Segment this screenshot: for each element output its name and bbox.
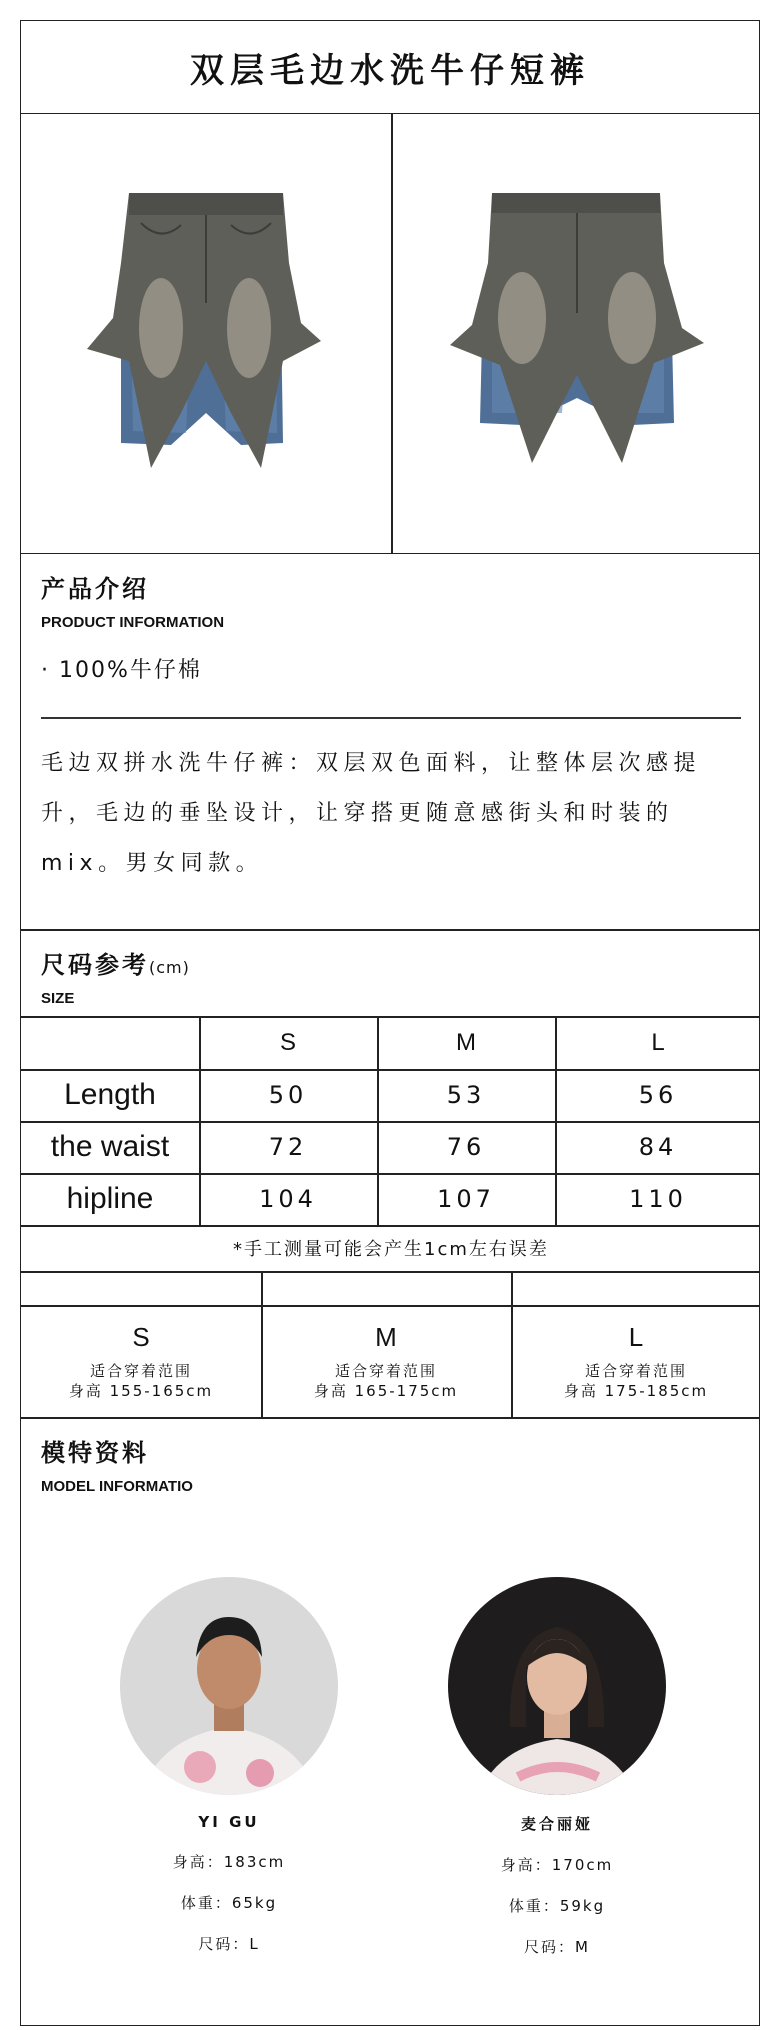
size-title-en: SIZE [41,990,75,1007]
product-photos [21,113,759,554]
table-cell: 84 [638,1133,678,1161]
product-description: 毛边双拼水洗牛仔裤：双层双色面料，让整体层次感提升，毛边的垂坠设计，让穿搭更随意感街头和时装的mix。男女同款。 [41,751,702,876]
model-info-heading [41,1433,193,1495]
size-heading [41,945,190,1007]
fit-height-range: 身高 165-175cm [313,1381,459,1400]
model-weight: 体重：65kg [180,1894,278,1912]
fit-height-range: 身高 155-165cm [68,1381,214,1400]
table-cell: 107 [437,1185,495,1213]
size-unit: (cm) [149,958,190,977]
table-cell: 76 [446,1133,486,1161]
fit-size-label: S [132,1321,150,1352]
product-info-title-en: PRODUCT INFORMATION [41,614,225,631]
table-cell: 110 [629,1185,687,1213]
model-title-cn: 模特资料 [41,1439,149,1467]
fit-size-label: L [628,1321,644,1352]
fit-size-label: M [375,1321,397,1352]
table-cell: 50 [268,1081,308,1109]
product-info-title-cn: 产品介绍 [41,575,149,603]
model-title-en: MODEL INFORMATIO [41,1478,193,1495]
model-size: 尺码：M [524,1938,590,1956]
section-border [21,929,759,931]
model-name: 麦合丽娅 [520,1815,593,1833]
fit-caption: 适合穿着范围 [584,1361,687,1380]
size-col-l: L [651,1028,665,1056]
model-height: 身高：170cm [500,1856,614,1874]
size-col-s: S [279,1028,296,1056]
model-size: 尺码：L [198,1935,260,1953]
row-label-length: Length [64,1078,156,1111]
model-weight: 体重：59kg [508,1897,606,1915]
fit-height-range: 身高 175-185cm [563,1381,709,1400]
product-info-heading [41,569,224,631]
measurement-note: *手工测量可能会产生1cm左右误差 [233,1239,549,1260]
table-cell: 53 [446,1081,486,1109]
table-cell: 56 [638,1081,678,1109]
fit-caption: 适合穿着范围 [89,1361,192,1380]
page-title: 双层毛边水洗牛仔短裤 [21,21,759,114]
table-cell: 72 [268,1133,308,1161]
size-col-m: M [456,1028,476,1056]
model-card-maiheliya [447,1577,667,1957]
table-cell: 104 [259,1185,317,1213]
model-height: 身高：183cm [172,1853,286,1871]
model-card-yi-gu [119,1577,339,1954]
model-avatar [448,1577,666,1795]
denim-shorts-back-icon [392,113,761,553]
fit-range-m [261,1305,511,1417]
table-line [21,1271,759,1273]
fit-caption: 适合穿着范围 [334,1361,437,1380]
fit-range-l [511,1305,761,1417]
product-sheet [20,20,760,2026]
row-label-waist: the waist [50,1130,170,1163]
row-label-hipline: hipline [66,1182,154,1215]
size-title-cn: 尺码参考 [41,951,149,979]
fit-range-s [21,1305,261,1417]
model-avatar [120,1577,338,1795]
table-line [21,1417,759,1419]
model-name: YI GU [198,1813,260,1831]
denim-shorts-front-icon [21,113,390,553]
section-divider [41,717,741,719]
material-text: · 100%牛仔棉 [41,658,202,683]
